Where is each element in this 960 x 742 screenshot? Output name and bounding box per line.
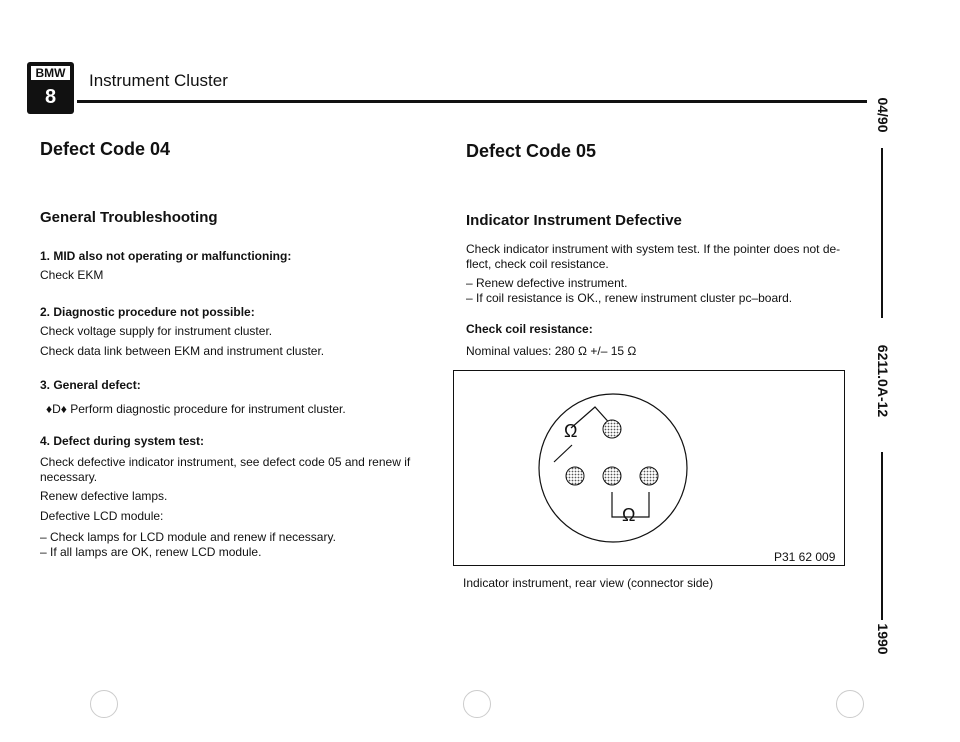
s4-line-2: necessary. [40, 470, 98, 484]
s4-line-5: – Check lamps for LCD module and renew if necessary. [40, 530, 336, 544]
figure-box [453, 370, 845, 566]
pin-right [640, 467, 658, 485]
bmw-logo-top: BMW [31, 66, 70, 80]
s3-line-1: ♦D♦ Perform diagnostic procedure for instrument cluster. [46, 402, 346, 416]
s1-heading: 1. MID also not operating or malfunctioning: [40, 249, 292, 263]
s2-heading: 2. Diagnostic procedure not possible: [40, 305, 255, 319]
scan-mark-3 [836, 690, 864, 718]
pin-left [566, 467, 584, 485]
scan-mark-2 [463, 690, 491, 718]
header-title: Instrument Cluster [89, 71, 228, 90]
side-line-2 [881, 452, 883, 620]
s1-line-1: Check EKM [40, 268, 104, 282]
connector-diagram [454, 371, 844, 565]
s4-line-6: – If all lamps are OK, renew LCD module. [40, 545, 262, 559]
p1-line-1: Check indicator instrument with system test. If the pointer does not de- [466, 242, 841, 256]
left-subtitle: General Troubleshooting [40, 209, 218, 226]
s3-heading: 3. General defect: [40, 378, 141, 392]
right-subtitle: Indicator Instrument Defective [466, 212, 682, 229]
right-title: Defect Code 05 [466, 141, 597, 161]
coil-path-left [554, 445, 572, 462]
pin-top-right [603, 420, 621, 438]
p2-line-2: – If coil resistance is OK., renew instrument cluster pc–board. [466, 291, 793, 305]
bmw-logo-number: 8 [44, 86, 57, 108]
s4-line-3: Renew defective lamps. [40, 489, 168, 503]
nominal-values: Nominal values: 280 Ω +/– 15 Ω [466, 344, 637, 358]
s2-line-1: Check voltage supply for instrument cluster. [40, 324, 273, 338]
left-title: Defect Code 04 [40, 139, 171, 159]
s2-line-2: Check data link between EKM and instrument cluster. [40, 344, 325, 358]
pin-center [603, 467, 621, 485]
scan-mark-1 [90, 690, 118, 718]
s4-line-1: Check defective indicator instrument, see defect code 05 and renew if [40, 455, 411, 469]
side-code: 6211.0A-12 [875, 344, 891, 418]
omega-symbol-1: Ω [564, 421, 578, 441]
side-line-1 [881, 148, 883, 318]
side-year: 1990 [875, 623, 891, 655]
p2-line-1: – Renew defective instrument. [466, 276, 628, 290]
side-date: 04/90 [875, 97, 891, 133]
p1-line-2: flect, check coil resistance. [466, 257, 609, 271]
coil-heading: Check coil resistance: [466, 322, 593, 336]
figure-caption: Indicator instrument, rear view (connector side) [463, 576, 714, 590]
figure-code: P31 62 009 [774, 550, 836, 564]
header-rule [77, 100, 867, 103]
s4-heading: 4. Defect during system test: [40, 434, 205, 448]
s4-line-4: Defective LCD module: [40, 509, 164, 523]
omega-symbol-2: Ω [622, 505, 636, 525]
